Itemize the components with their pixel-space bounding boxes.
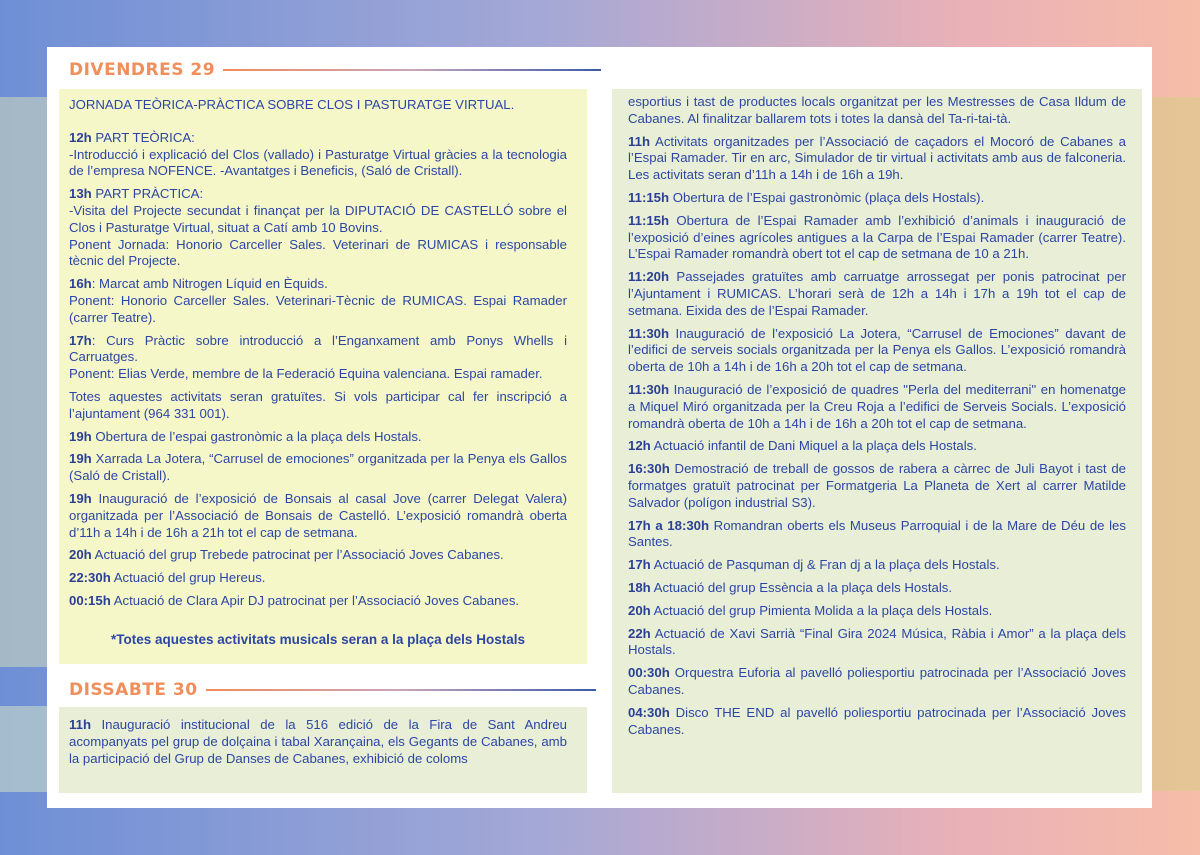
schedule-entry: [628, 665, 1126, 699]
schedule-entry: [628, 580, 1126, 597]
entry-time: 17h: [628, 557, 651, 573]
entry-time: 17h: [69, 332, 92, 348]
friday-intro: JORNADA TEÒRICA-PRÀCTICA SOBRE CLOS I PASTURATGE VIRTUAL.: [69, 97, 515, 112]
entry-text: Orquestra Euforia al pavelló poliesportiu patrocinada per l’Associació Joves Cabanes.: [628, 665, 1126, 697]
entry-text: Activitats organitzades per l’Associació de caçadors el Mocoró de Cabanes a l’Espai Ramader. Tir en arc, Simulador de tir virtual i activitats amb aus de falconeria. Les activitats seran d’11h a 14h i de 16h a 19h.: [628, 133, 1126, 183]
entry-time: 17h a 18:30h: [628, 517, 710, 533]
saturday-heading-text: DISSABTE 30: [69, 680, 198, 700]
entry-time: 12h: [69, 129, 92, 145]
music-note: *Totes aquestes activitats musicals seran a la plaça dels Hostals: [111, 631, 525, 647]
entry-text: Obertura de l’espai gastronòmic a la plaça dels Hostals.: [91, 428, 422, 444]
schedule-entry: [69, 130, 567, 180]
saturday-left-items: [69, 717, 567, 767]
entry-text: Demostració de treball de gossos de rabera a càrrec de Juli Bayot i tast de formatges gratuït patrocinat per Formatgeria La Planeta de Xert al carrer Matilde Salvador (polígon industrial S3).: [628, 461, 1126, 510]
schedule-entry: [628, 557, 1126, 574]
entry-time: 11h: [628, 133, 650, 149]
schedule-entry: [628, 382, 1126, 432]
entry-time: 00:30h: [628, 665, 670, 681]
entry-time: 04:30h: [628, 704, 670, 720]
friday-heading-text: DIVENDRES 29: [69, 60, 216, 80]
entry-text: PART TEÒRICA: -Introducció i explicació del Clos (vallado) i Pasturatge Virtual gràcies a la tecnologia de l’empresa NOFENCE. -Avantatges i Beneficis, (Saló de Cristall).: [69, 129, 567, 179]
schedule-entry: [69, 451, 567, 485]
entry-text: Inauguració de l’exposició de quadres "Perla del mediterrani" en homenatge a Miquel Miró organitzada per la Creu Roja a l’edifici de Serveis Socials. L’exposició romandrà oberta de 10h a 14h i de 16h a 20h tot el cap de setmana.: [628, 381, 1126, 431]
entry-text: PART PRÀCTICA: -Visita del Projecte secundat i finançat per la DIPUTACIÓ DE CASTELLÓ sobre el Clos i Pasturatge Virtual, situat a Catí amb 10 Bovins. Ponent Jornada: Honorio Carceller Sales. Veterinari de RUMICAS i responsable tècnic del Projecte.: [69, 186, 567, 269]
entry-text: Actuació del grup Pimienta Molida a la plaça dels Hostals.: [650, 602, 993, 618]
entry-text: Romandran oberts els Museus Parroquial i de la Mare de Déu de les Santes.: [628, 517, 1126, 550]
schedule-entry: [69, 276, 567, 326]
entry-text: Inauguració de l’exposició La Jotera, “Carrusel de Emociones” davant de l’edifici de serveis socials organitzada per la Penya els Gallos. L’exposició romandrà oberta de 10h a 14h i de 16h a 20h tot el cap de setmana.: [628, 325, 1126, 375]
entry-time: 19h: [69, 451, 92, 467]
schedule-entry: [628, 626, 1126, 660]
schedule-entry: [628, 134, 1126, 184]
decorative-band-right: [1152, 97, 1200, 791]
schedule-entry: [69, 186, 567, 270]
entry-time: 13h: [69, 186, 92, 202]
entry-text: Xarrada La Jotera, “Carrusel de emociones” organitzada per la Penya els Gallos (Saló de Cristall).: [69, 451, 567, 484]
schedule-entry: [628, 269, 1126, 319]
entry-text: Totes aquestes activitats seran gratuïtes. Si vols participar cal fer inscripció a l’ajuntament (964 331 001).: [69, 388, 567, 421]
saturday-schedule-right: [628, 94, 1126, 744]
entry-time: 20h: [69, 547, 92, 563]
entry-text: : Curs Pràctic sobre introducció a l’Enganxament amb Ponys Whells i Carruatges. Ponent: Elias Verde, membre de la Federació Equina valenciana. Espai ramader.: [69, 332, 567, 382]
schedule-entry: [69, 429, 567, 446]
entry-time: 11:15h: [628, 189, 670, 205]
schedule-entry: [628, 461, 1126, 511]
entry-time: 19h: [69, 490, 92, 506]
friday-items: [69, 130, 567, 610]
entry-time: 11:20h: [628, 269, 670, 285]
schedule-entry: [69, 333, 567, 383]
entry-time: 18h: [628, 579, 651, 595]
entry-text: Obertura de l’Espai gastronòmic (plaça dels Hostals).: [669, 189, 985, 205]
schedule-entry: [628, 326, 1126, 376]
saturday-heading: [69, 680, 596, 700]
schedule-entry: [628, 705, 1126, 739]
entry-text: Actuació de Pasquman dj & Fran dj a la plaça dels Hostals.: [650, 557, 1000, 573]
entry-text: Actuació del grup Trebede patrocinat per l’Associació Joves Cabanes.: [91, 547, 504, 563]
entry-text: Obertura de l’Espai Ramader amb l’exhibició d’animals i inauguració de l’exposició d’eines agrícoles antigues a la Carpa de l’Espai Ramader (carrer Teatre). L’Espai Ramader romandrà obert tot el cap de setmana de 10 a 21h.: [628, 212, 1126, 262]
schedule-entry: [628, 518, 1126, 552]
saturday-right-items: [628, 94, 1126, 738]
schedule-entry: [628, 603, 1126, 620]
schedule-entry: [69, 570, 567, 587]
schedule-entry: [628, 438, 1126, 455]
friday-heading: [69, 60, 601, 80]
entry-time: 22h: [628, 625, 651, 641]
entry-text: Actuació infantil de Dani Miquel a la plaça dels Hostals.: [650, 438, 977, 454]
entry-time: 22:30h: [69, 570, 111, 586]
entry-time: 20h: [628, 602, 651, 618]
entry-text: esportius i tast de productes locals organitzat per les Mestresses de Casa Ildum de Cabanes. Al finalitzar ballarem tots i totes la dansà del Ta-ri-tai-tà.: [628, 94, 1126, 126]
decorative-band-left-lower: [0, 706, 47, 792]
saturday-schedule-left: [69, 717, 567, 773]
entry-text: Inauguració de l’exposició de Bonsais al casal Jove (carrer Delegat Valera) organitzada per l’Associació de Bonsais de Castelló. L’exposició romandrà oberta d’11h a 14h i de 16h a 21h tot el cap de setmana.: [69, 490, 567, 540]
entry-text: Actuació del grup Essència a la plaça dels Hostals.: [650, 579, 953, 595]
entry-time: 16:30h: [628, 461, 670, 477]
schedule-entry: [69, 491, 567, 541]
decorative-band-left: [0, 97, 47, 667]
entry-time: 11:30h: [628, 381, 670, 397]
entry-time: 19h: [69, 428, 92, 444]
schedule-entry: [628, 213, 1126, 263]
entry-text: Disco THE END al pavelló poliesportiu patrocinada per l’Associació Joves Cabanes.: [628, 704, 1126, 737]
schedule-entry: [69, 547, 567, 564]
entry-time: 11:15h: [628, 212, 670, 228]
entry-time: 11h: [69, 717, 91, 732]
schedule-entry: [69, 389, 567, 423]
schedule-entry: [628, 190, 1126, 207]
entry-text: Passejades gratuïtes amb carruatge arrossegat per ponis patrocinat per l’Ajuntament i RUMICAS. L’horari serà de 12h a 14h i 17h a 19h tot el cap de setmana. Eixida des de l’Espai Ramader.: [628, 269, 1126, 318]
entry-time: 12h: [628, 438, 651, 454]
entry-text: Actuació de Xavi Sarrià “Final Gira 2024 Música, Ràbia i Amor” a la plaça dels Hostals.: [628, 625, 1126, 658]
entry-text: Actuació de Clara Apir DJ patrocinat per l’Associació Joves Cabanes.: [110, 592, 520, 608]
schedule-entry: [69, 717, 567, 767]
entry-time: 00:15h: [69, 592, 111, 608]
schedule-entry: [69, 593, 567, 610]
program-page: [47, 47, 1152, 808]
entry-time: 11:30h: [628, 325, 670, 341]
friday-schedule: [69, 97, 567, 649]
entry-time: 16h: [69, 276, 92, 292]
schedule-entry: [628, 94, 1126, 128]
heading-rule: [223, 69, 601, 71]
entry-text: Inauguració institucional de la 516 edició de la Fira de Sant Andreu acompanyats pel grup de dolçaina i tabal Xarançaina, els Gegants de Cabanes, amb la participació del Grup de Danses de Cabanes, exhibició de coloms: [69, 717, 567, 766]
heading-rule: [206, 689, 596, 691]
entry-text: Actuació del grup Hereus.: [110, 570, 266, 586]
entry-text: : Marcat amb Nitrogen Líquid en Èquids. Ponent: Honorio Carceller Sales. Veterinari-Tècnic de RUMICAS. Espai Ramader (carrer Teatre).: [69, 276, 567, 325]
